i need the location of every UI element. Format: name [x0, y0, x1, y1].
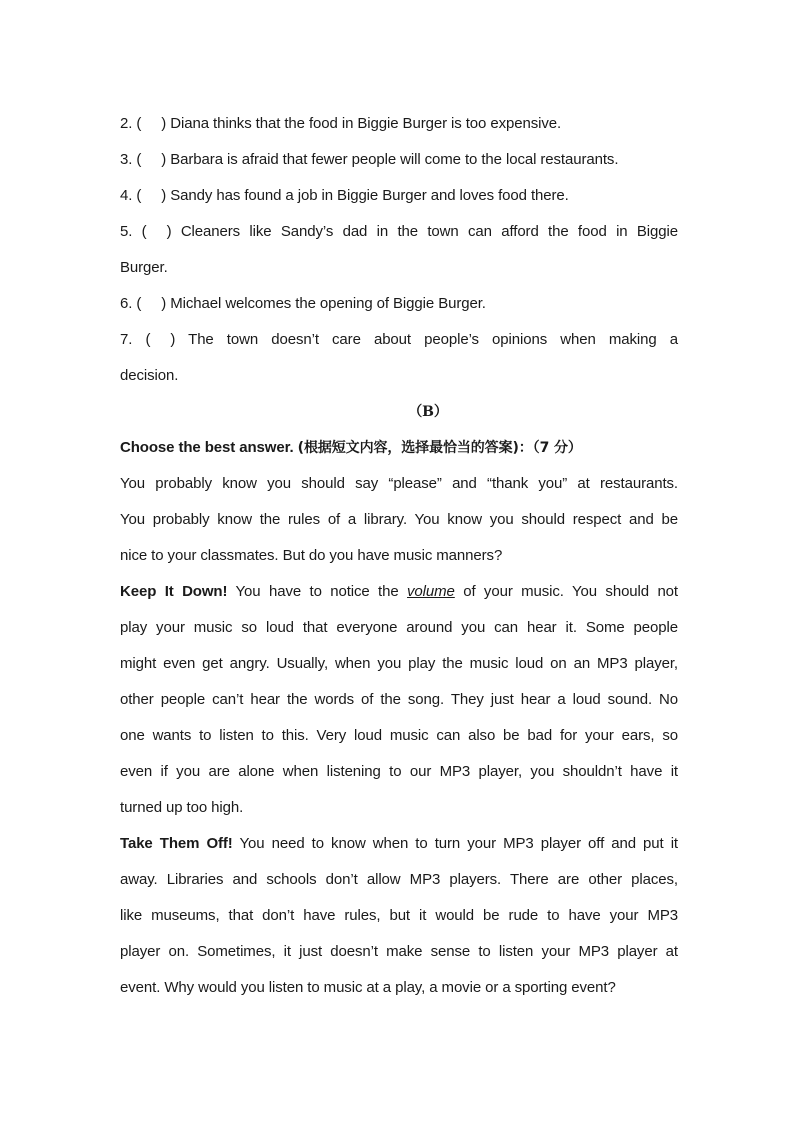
keep-it-down-line-4: other people can’t hear the words of the song. They just hear a loud sound. No	[120, 691, 678, 708]
take-them-off-heading: Take Them Off!	[120, 835, 233, 852]
document-content	[120, 106, 678, 1006]
question-text-cont: decision.	[120, 367, 179, 384]
question-4: 4. ( ) Sandy has found a job in Biggie Burger and loves food there.	[120, 187, 569, 204]
keep-it-down-line-5: one wants to listen to this. Very loud music can also be bad for your ears, so	[120, 727, 678, 744]
take-them-off-line-3: like museums, that don’t have rules, but it would be rude to have your MP3	[120, 907, 678, 924]
instruction-cn: (根据短文内容，选择最恰当的答案)：（7 分）	[297, 440, 582, 456]
take-them-off-line-4: player on. Sometimes, it just doesn’t make sense to listen your MP3 player at	[120, 943, 678, 960]
question-number: 2. (	[120, 115, 142, 132]
question-text: The town doesn’t care about people’s opinions when making a	[188, 331, 679, 348]
question-7: 7. ( ) The town doesn’t care about people’s opinions when making a	[120, 331, 679, 348]
section-b-instruction	[120, 430, 678, 466]
keep-it-down-line-7: turned up too high.	[120, 799, 244, 816]
question-text: Diana thinks that the food in Biggie Burger is too expensive.	[170, 115, 562, 132]
volume-word: volume	[407, 583, 455, 600]
question-number: 4. (	[120, 187, 142, 204]
question-text-cont: Burger.	[120, 259, 168, 276]
passage-intro-line-1: You probably know you should say “please” and “thank you” at restaurants.	[120, 475, 678, 492]
question-5-continuation	[120, 250, 678, 286]
take-them-off-line-2: away. Libraries and schools don’t allow MP3 players. There are other places,	[120, 871, 678, 888]
passage-intro-line-2: You probably know the rules of a library. You know you should respect and be	[120, 511, 678, 528]
question-2: 2. ( ) Diana thinks that the food in Biggie Burger is too expensive.	[120, 115, 562, 132]
take-them-off-line-5: event. Why would you listen to music at a play, a movie or a sporting event?	[120, 979, 616, 996]
passage-intro-line-3: nice to your classmates. But do you have music manners?	[120, 547, 503, 564]
question-text: Michael welcomes the opening of Biggie Burger.	[170, 295, 486, 312]
keep-it-down-heading: Keep It Down!	[120, 583, 228, 600]
question-number: 6. (	[120, 295, 142, 312]
question-number: 3. (	[120, 151, 142, 168]
keep-it-down-line-2: play your music so loud that everyone around you can hear it. Some people	[120, 619, 678, 636]
question-3: 3. ( ) Barbara is afraid that fewer people will come to the local restaurants.	[120, 151, 619, 168]
instruction-en: Choose the best answer.	[120, 439, 294, 456]
take-them-off-line-1: Take Them Off! You need to know when to turn your MP3 player off and put it	[120, 835, 678, 852]
question-number: 7. (	[120, 331, 151, 348]
question-text: Cleaners like Sandy’s dad in the town can afford the food in Biggie	[180, 223, 678, 240]
question-6: 6. ( ) Michael welcomes the opening of Biggie Burger.	[120, 295, 486, 312]
question-number: 5. (	[120, 223, 147, 240]
section-b-label: （B）	[408, 404, 448, 420]
keep-it-down-line-3: might even get angry. Usually, when you play the music loud on an MP3 player,	[120, 655, 678, 672]
question-text: Sandy has found a job in Biggie Burger and loves food there.	[170, 187, 569, 204]
keep-it-down-line-6: even if you are alone when listening to our MP3 player, you shouldn’t have it	[120, 763, 678, 780]
question-7-continuation	[120, 358, 678, 394]
question-text: Barbara is afraid that fewer people will come to the local restaurants.	[170, 151, 619, 168]
question-5: 5. ( ) Cleaners like Sandy’s dad in the town can afford the food in Biggie	[120, 223, 678, 240]
keep-it-down-line-1: Keep It Down! You have to notice the volume of your music. You should not	[120, 583, 678, 600]
